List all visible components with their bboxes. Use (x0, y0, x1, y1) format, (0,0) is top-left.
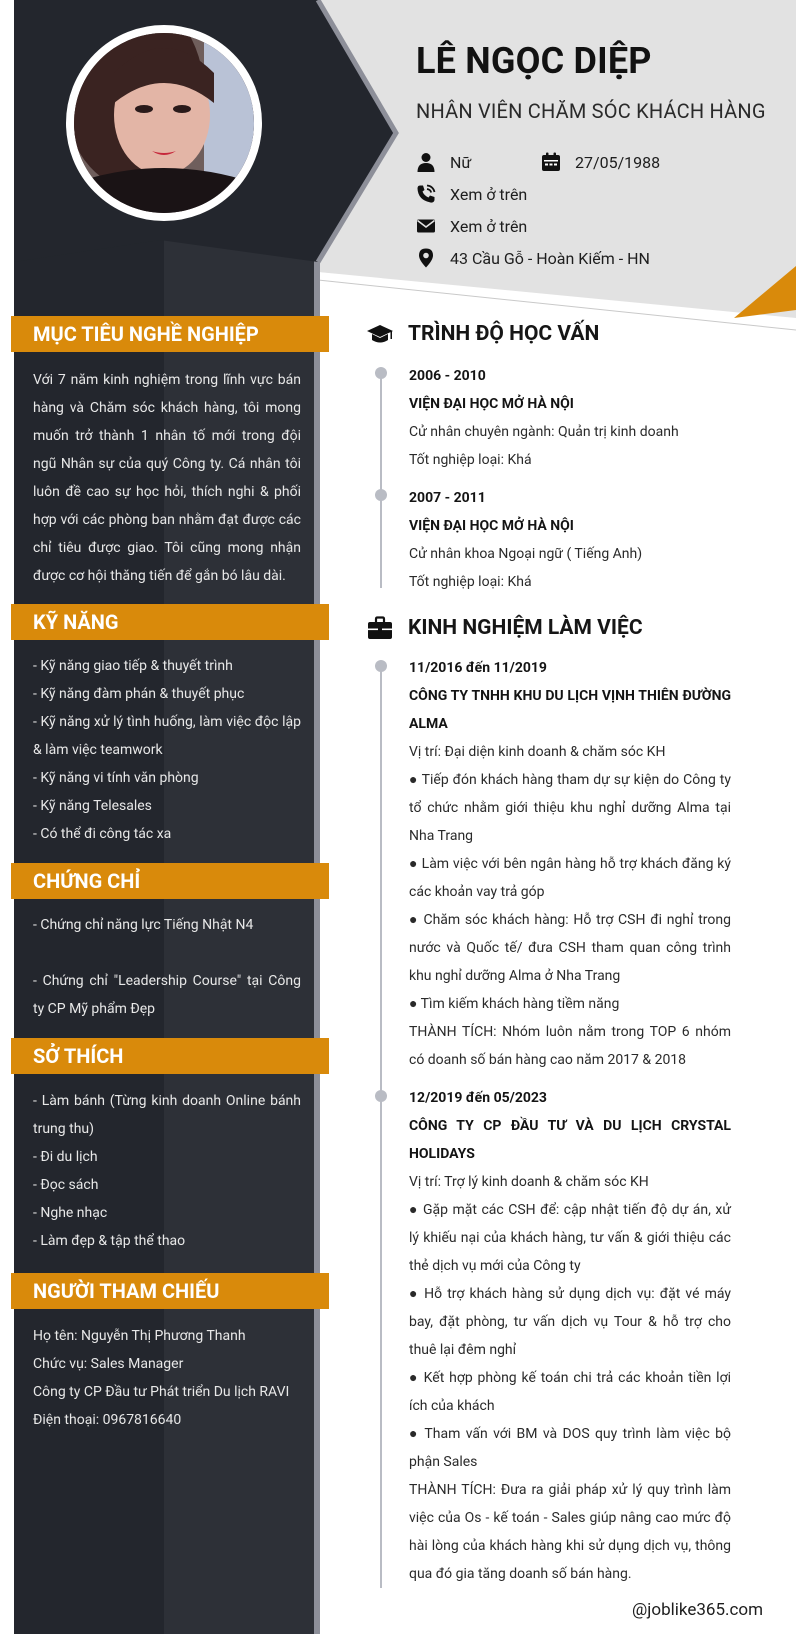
entry-major: Cử nhân khoa Ngoại ngữ ( Tiếng Anh) (409, 546, 643, 562)
location-pin-icon (416, 248, 436, 268)
entry-position: Vị trí: Đại diện kinh doanh & chăm sóc KH (409, 744, 666, 760)
email-row (416, 216, 527, 236)
person-icon (416, 152, 436, 172)
entry-duty: ● Chăm sóc khách hàng: Hỗ trợ CSH đi nghỉ trong nước và Quốc tế/ đưa CSH tham quan công trình khu nghỉ dưỡng Alma ở Nha Trang (409, 912, 731, 984)
profile-photo (66, 25, 262, 221)
hobbies-list (33, 1087, 301, 1255)
list-item: - Đi du lịch (33, 1149, 98, 1165)
address-row (416, 248, 650, 268)
entry-date: 11/2016 đến 11/2019 (409, 660, 547, 676)
entry-position: Vị trí: Trợ lý kinh doanh & chăm sóc KH (409, 1174, 649, 1190)
list-item: - Kỹ năng đàm phán & thuyết phục (33, 686, 245, 702)
list-item: - Chứng chỉ năng lực Tiếng Nhật N4 (33, 917, 254, 933)
entry-date: 2007 - 2011 (409, 490, 486, 506)
gender-row (416, 152, 471, 172)
skills-heading: KỸ NĂNG (11, 604, 329, 640)
birthday-row (541, 152, 660, 172)
timeline-dot (375, 489, 387, 501)
list-item: - Làm bánh (Từng kinh doanh Online bánh trung thu) (33, 1093, 301, 1137)
entry-company: CÔNG TY CP ĐẦU TƯ VÀ DU LỊCH CRYSTAL HOLIDAYS (409, 1118, 731, 1162)
objective-text: Với 7 năm kinh nghiệm trong lĩnh vực bán hàng và Chăm sóc khách hàng, tôi mong muốn trở thành 1 nhân tố mới trong đội ngũ Nhân sự của quý Công ty. Cá nhân tôi luôn đề cao sự học hỏi, thích nghi & phối hợp với các phòng ban nhằm đạt được các chỉ tiêu được giao. Tôi cũng mong nhận được cơ hội thăng tiến để gắn bó lâu dài. (33, 372, 301, 584)
experience-entry (409, 654, 731, 1074)
entry-school: VIỆN ĐẠI HỌC MỞ HÀ NỘI (409, 518, 574, 534)
entry-duty: ● Gặp mặt các CSH để: cập nhật tiến độ dự án, xử lý khiếu nại của khách hàng, tư vấn & giới thiệu các thẻ dịch vụ mới của Công ty (409, 1202, 731, 1274)
timeline-dot (375, 660, 387, 672)
candidate-name: LÊ NGỌC DIỆP (416, 40, 652, 82)
entry-duty: ● Hỗ trợ khách hàng sử dụng dịch vụ: đặt vé máy bay, đặt phòng, tư vấn dịch vụ Tour & hỗ trợ cho thuê lại đêm nghỉ (409, 1286, 731, 1358)
entry-company: CÔNG TY TNHH KHU DU LỊCH VỊNH THIÊN ĐƯỜNG ALMA (409, 688, 731, 732)
list-item: - Kỹ năng vi tính văn phòng (33, 770, 199, 786)
experience-timeline (380, 664, 382, 1588)
hobbies-heading: SỞ THÍCH (11, 1038, 329, 1074)
list-item: - Làm đẹp & tập thể thao (33, 1233, 186, 1249)
education-entry (409, 362, 731, 474)
entry-duty: ● Làm việc với bên ngân hàng hỗ trợ khách đăng ký các khoản vay trả góp (409, 856, 731, 900)
timeline-dot (375, 367, 387, 379)
list-item: - Kỹ năng Telesales (33, 798, 152, 814)
list-item: Họ tên: Nguyễn Thị Phương Thanh (33, 1328, 246, 1344)
phone-icon (416, 184, 436, 204)
experience-heading (366, 614, 643, 642)
entry-date: 2006 - 2010 (409, 368, 486, 384)
experience-heading-label: KINH NGHIỆM LÀM VIỆC (408, 616, 643, 640)
references-heading: NGƯỜI THAM CHIẾU (11, 1273, 329, 1309)
objective-heading: MỤC TIÊU NGHỀ NGHIỆP (11, 316, 329, 352)
list-item: - Kỹ năng xử lý tình huống, làm việc độc lập & làm việc teamwork (33, 714, 301, 758)
list-item: Điện thoại: 0967816640 (33, 1412, 182, 1428)
experience-entry (409, 1084, 731, 1588)
entry-duty: ● Tham vấn với BM và DOS quy trình làm việc bộ phận Sales (409, 1426, 731, 1470)
entry-duty: ● Kết hợp phòng kế toán chi trả các khoản tiền lợi ích của khách (409, 1370, 731, 1414)
education-heading (366, 320, 599, 348)
certificates-list (33, 911, 301, 1023)
list-item: - Chứng chỉ "Leadership Course" tại Công ty CP Mỹ phẩm Đẹp (33, 973, 301, 1017)
phone-row (416, 184, 527, 204)
entry-achievement: THÀNH TÍCH: Đưa ra giải pháp xử lý quy trình làm việc của Os - kế toán - Sales giúp nâng cao mức độ hài lòng của khách hàng khi sử dụng dịch vụ, thông qua đó gia tăng doanh số bán hàng. (409, 1482, 731, 1582)
skills-list (33, 652, 301, 848)
entry-duty: ● Tiếp đón khách hàng tham dự sự kiện do Công ty tổ chức nhằm giới thiệu khu nghỉ dưỡng Alma tại Nha Trang (409, 772, 731, 844)
envelope-icon (416, 216, 436, 236)
job-title: NHÂN VIÊN CHĂM SÓC KHÁCH HÀNG (416, 99, 766, 123)
list-item: - Nghe nhạc (33, 1205, 108, 1221)
list-item: - Kỹ năng giao tiếp & thuyết trình (33, 658, 233, 674)
entry-duty: ● Tìm kiếm khách hàng tiềm năng (409, 996, 620, 1012)
gender-value: Nữ (450, 152, 472, 172)
education-heading-label: TRÌNH ĐỘ HỌC VẤN (408, 322, 600, 346)
graduation-cap-icon (366, 320, 394, 348)
education-entry (409, 484, 731, 596)
list-item: Chức vụ: Sales Manager (33, 1356, 184, 1372)
phone-value: Xem ở trên (450, 184, 528, 204)
entry-date: 12/2019 đến 05/2023 (409, 1090, 547, 1106)
list-item: - Đọc sách (33, 1177, 99, 1193)
calendar-icon (541, 152, 561, 172)
references-list (33, 1322, 305, 1434)
education-timeline (380, 370, 382, 588)
entry-major: Cử nhân chuyên ngành: Quản trị kinh doanh (409, 424, 679, 440)
entry-achievement: THÀNH TÍCH: Nhóm luôn nằm trong TOP 6 nhóm có doanh số bán hàng cao năm 2017 & 2018 (409, 1024, 731, 1068)
email-value: Xem ở trên (450, 216, 528, 236)
entry-grade: Tốt nghiệp loại: Khá (409, 452, 532, 468)
address-value: 43 Cầu Gỗ - Hoàn Kiếm - HN (450, 248, 650, 268)
site-watermark: @joblike365.com (632, 1600, 763, 1620)
entry-grade: Tốt nghiệp loại: Khá (409, 574, 532, 590)
certificates-heading: CHỨNG CHỈ (11, 863, 329, 899)
entry-school: VIỆN ĐẠI HỌC MỞ HÀ NỘI (409, 396, 574, 412)
list-item: Công ty CP Đầu tư Phát triển Du lịch RAVI (33, 1384, 290, 1400)
list-item: - Có thể đi công tác xa (33, 826, 172, 842)
birthday-value: 27/05/1988 (575, 152, 661, 172)
timeline-dot (375, 1090, 387, 1102)
briefcase-icon (366, 614, 394, 642)
